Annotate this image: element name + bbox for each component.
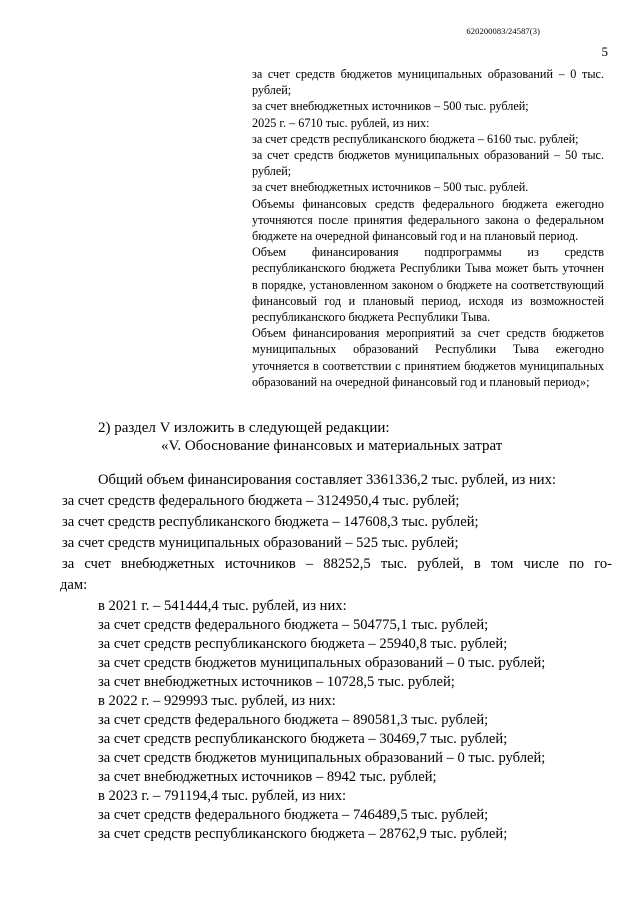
text-line: за счет средств республиканского бюджета – 147608,3 тыс. рублей;: [62, 514, 479, 530]
document-id: 620200083/24587(3): [466, 26, 540, 36]
text-line: за счет средств муниципальных образований – 525 тыс. рублей;: [62, 535, 459, 551]
page-number: 5: [601, 44, 608, 59]
text-line: за счет средств бюджетов муниципальных образований – 0 тыс. рублей;: [98, 750, 546, 766]
text-line: в 2022 г. – 929993 тыс. рублей, из них:: [98, 693, 336, 709]
paragraph: за счет внебюджетных источников – 500 тыс. рублей;: [252, 99, 529, 114]
text-line: за счет внебюджетных источников – 8942 тыс. рублей;: [98, 769, 437, 785]
paragraph: за счет средств бюджетов муниципальных образований – 50 тыс. рублей;: [252, 148, 604, 179]
text-line: в 2023 г. – 791194,4 тыс. рублей, из них:: [98, 788, 347, 804]
text-line: за счет средств республиканского бюджета – 28762,9 тыс. рублей;: [98, 826, 508, 842]
text-line: за счет средств республиканского бюджета – 25940,8 тыс. рублей;: [98, 636, 508, 652]
text-line: в 2021 г. – 541444,4 тыс. рублей, из них:: [98, 598, 347, 614]
paragraph: Объем финансирования мероприятий за счет средств бюджетов муниципальных образований Республики Тыва ежегодно уточняется в соответствии с принятием бюджетов муниципальных образований на очередной финансовый год и плановый период»;: [252, 326, 604, 389]
text-line: дам:: [60, 577, 88, 593]
section-heading: «V. Обоснование финансовых и материальных затрат: [161, 438, 503, 454]
text-line: за счет средств федерального бюджета – 504775,1 тыс. рублей;: [98, 617, 489, 633]
text-line: за счет средств бюджетов муниципальных образований – 0 тыс. рублей;: [98, 655, 546, 671]
text-line: за счет внебюджетных источников – 10728,5 тыс. рублей;: [98, 674, 455, 690]
amendment-item: 2) раздел V изложить в следующей редакции:: [98, 420, 390, 436]
paragraph: за счет средств бюджетов муниципальных образований – 0 тыс. рублей;: [252, 67, 604, 98]
passport-text-block: [252, 66, 604, 390]
text-line: за счет средств федерального бюджета – 746489,5 тыс. рублей;: [98, 807, 489, 823]
text-line: за счет средств федерального бюджета – 3124950,4 тыс. рублей;: [62, 493, 460, 509]
text-line: за счет внебюджетных источников – 88252,5 тыс. рублей, в том числе по го-: [62, 556, 612, 572]
text-line: Общий объем финансирования составляет 3361336,2 тыс. рублей, из них:: [98, 472, 556, 488]
paragraph: за счет средств республиканского бюджета – 6160 тыс. рублей;: [252, 131, 579, 146]
paragraph: за счет внебюджетных источников – 500 тыс. рублей.: [252, 180, 529, 195]
paragraph: 2025 г. – 6710 тыс. рублей, из них:: [252, 115, 430, 130]
paragraph: Объемы финансовых средств федерального бюджета ежегодно уточняются после принятия федерального закона о федеральном бюджете на очередной финансовый год и на плановый период.: [252, 196, 604, 244]
text-line: за счет средств республиканского бюджета – 30469,7 тыс. рублей;: [98, 731, 508, 747]
paragraph: Объем финансирования подпрограммы из средств республиканского бюджета Республики Тыва может быть уточнен в порядке, установленном законом о бюджете на соответствующий финансовый год и плановый период, исходя из возможностей республиканского бюджета Республики Тыва.: [252, 245, 604, 325]
text-line: за счет средств федерального бюджета – 890581,3 тыс. рублей;: [98, 712, 489, 728]
